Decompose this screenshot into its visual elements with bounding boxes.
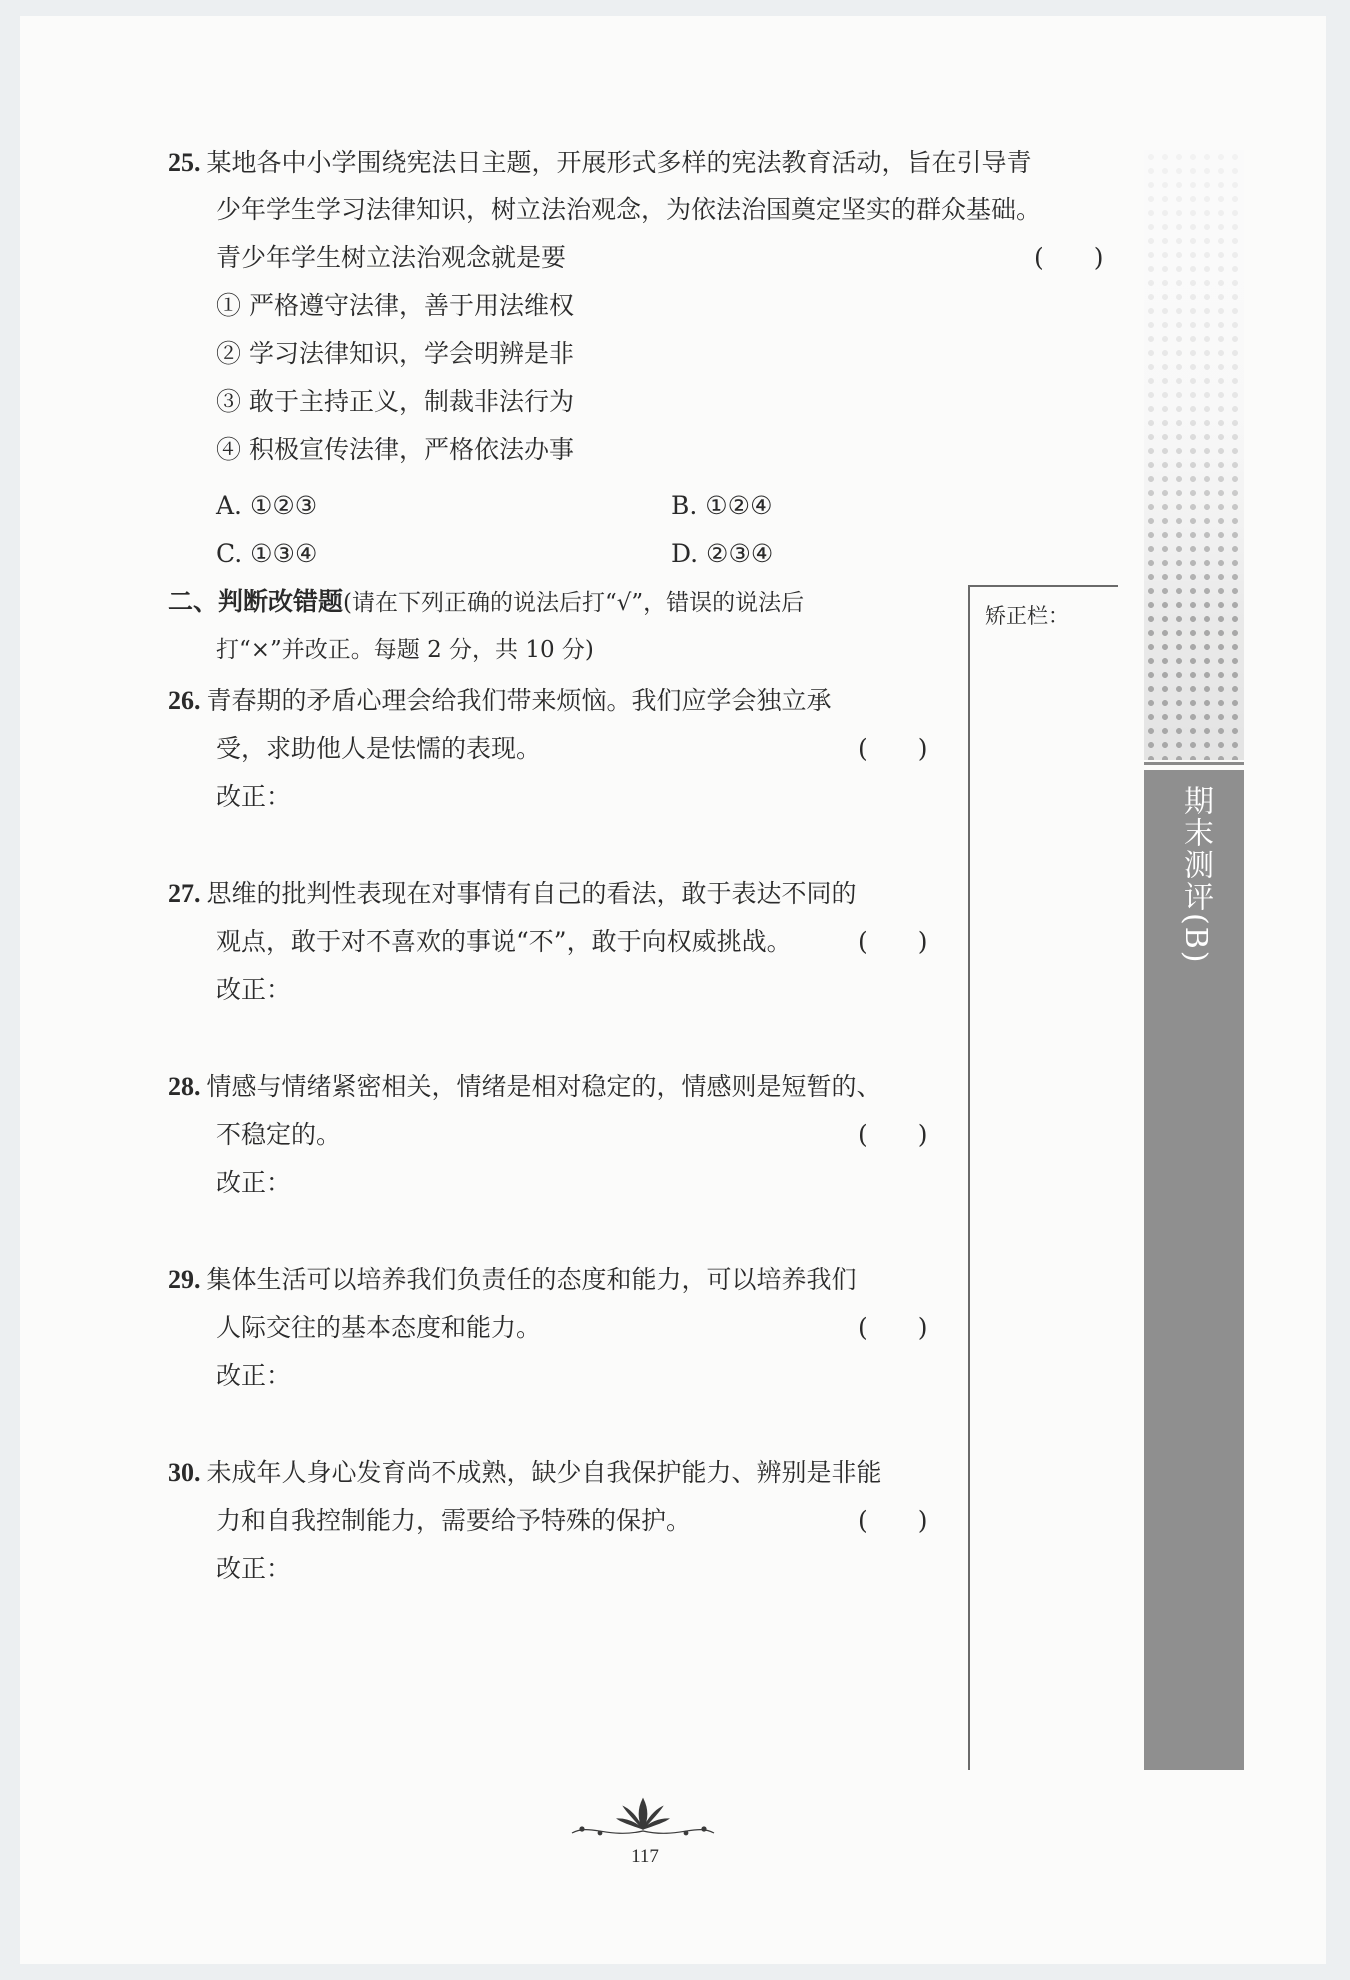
q25-line2: 少年学生学习法律知识，树立法治观念，为依法治国奠定坚实的群众基础。 (216, 195, 1042, 224)
q26-number: 26. (168, 686, 201, 715)
q25-option-4: ④ 积极宣传法律，严格依法办事 (216, 435, 574, 464)
q30-number: 30. (168, 1458, 201, 1487)
q26-line1: 26. 青春期的矛盾心理会给我们带来烦恼。我们应学会独立承 (168, 686, 832, 715)
section-note-1: (请在下列正确的说法后打“√”，错误的说法后 (343, 590, 805, 616)
q26-correction-field[interactable]: 改正： (216, 782, 292, 811)
q27-number: 27. (168, 879, 201, 908)
side-tab-divider (1144, 762, 1244, 765)
correction-column-top-border (968, 585, 1118, 587)
q29-line2: 人际交往的基本态度和能力。 (216, 1313, 542, 1342)
q29-correction-field[interactable]: 改正： (216, 1361, 292, 1390)
q28-correction-field[interactable]: 改正： (216, 1168, 292, 1197)
q26-line2: 受，求助他人是怯懦的表现。 (216, 734, 542, 763)
q25-option-2: ② 学习法律知识，学会明辨是非 (216, 339, 574, 368)
q25-choice-c: C. ①③④ (216, 539, 318, 568)
q28-number: 28. (168, 1072, 201, 1101)
q29-number: 29. (168, 1265, 201, 1294)
q27-line2: 观点，敢于对不喜欢的事说“不”，敢于向权威挑战。 (216, 927, 792, 956)
q29-line1: 29. 集体生活可以培养我们负责任的态度和能力，可以培养我们 (168, 1265, 857, 1294)
q28-line2: 不稳定的。 (216, 1120, 342, 1149)
q27-line1: 27. 思维的批判性表现在对事情有自己的看法，敢于表达不同的 (168, 879, 857, 908)
q25-line1: 25. 某地各中小学围绕宪法日主题，开展形式多样的宪法教育活动，旨在引导青 (168, 148, 1032, 177)
q28-line1: 28. 情感与情绪紧密相关，情绪是相对稳定的，情感则是短暂的、 (168, 1072, 882, 1101)
q25-option-1: ① 严格遵守法律，善于用法维权 (216, 291, 574, 320)
correction-column-label: 矫正栏： (985, 604, 1069, 628)
q25-answer-paren[interactable]: ( ) (1034, 243, 1104, 272)
q29-answer-paren[interactable]: ( ) (858, 1313, 928, 1342)
page-number: 117 (631, 1846, 659, 1867)
q25-choice-b: B. ①②④ (671, 491, 773, 520)
q27-answer-paren[interactable]: ( ) (858, 927, 928, 956)
section-note-2: 打“×”并改正。每题 2 分，共 10 分) (216, 637, 594, 663)
section-title: 二、判断改错题 (168, 587, 344, 616)
q28-answer-paren[interactable]: ( ) (858, 1120, 928, 1149)
section-heading (168, 584, 804, 621)
q30-line1: 30. 未成年人身心发育尚不成熟，缺少自我保护能力、辨别是非能 (168, 1458, 882, 1487)
q25-choice-d: D. ②③④ (671, 539, 774, 568)
ornament-icon (568, 1797, 718, 1843)
q26-answer-paren[interactable]: ( ) (858, 734, 928, 763)
q25-number: 25. (168, 148, 201, 177)
q30-correction-field[interactable]: 改正： (216, 1554, 292, 1583)
correction-column-border (968, 585, 970, 1770)
side-tab-title: 期末测评(B) (1178, 785, 1213, 965)
q25-choice-a: A. ①②③ (216, 491, 318, 520)
q30-line2: 力和自我控制能力，需要给予特殊的保护。 (216, 1506, 692, 1535)
q30-answer-paren[interactable]: ( ) (858, 1506, 928, 1535)
q25-line3: 青少年学生树立法治观念就是要 (216, 243, 567, 272)
q27-correction-field[interactable]: 改正： (216, 975, 292, 1004)
side-tab-pattern-fade (1144, 150, 1244, 610)
q25-option-3: ③ 敢于主持正义，制裁非法行为 (216, 387, 574, 416)
